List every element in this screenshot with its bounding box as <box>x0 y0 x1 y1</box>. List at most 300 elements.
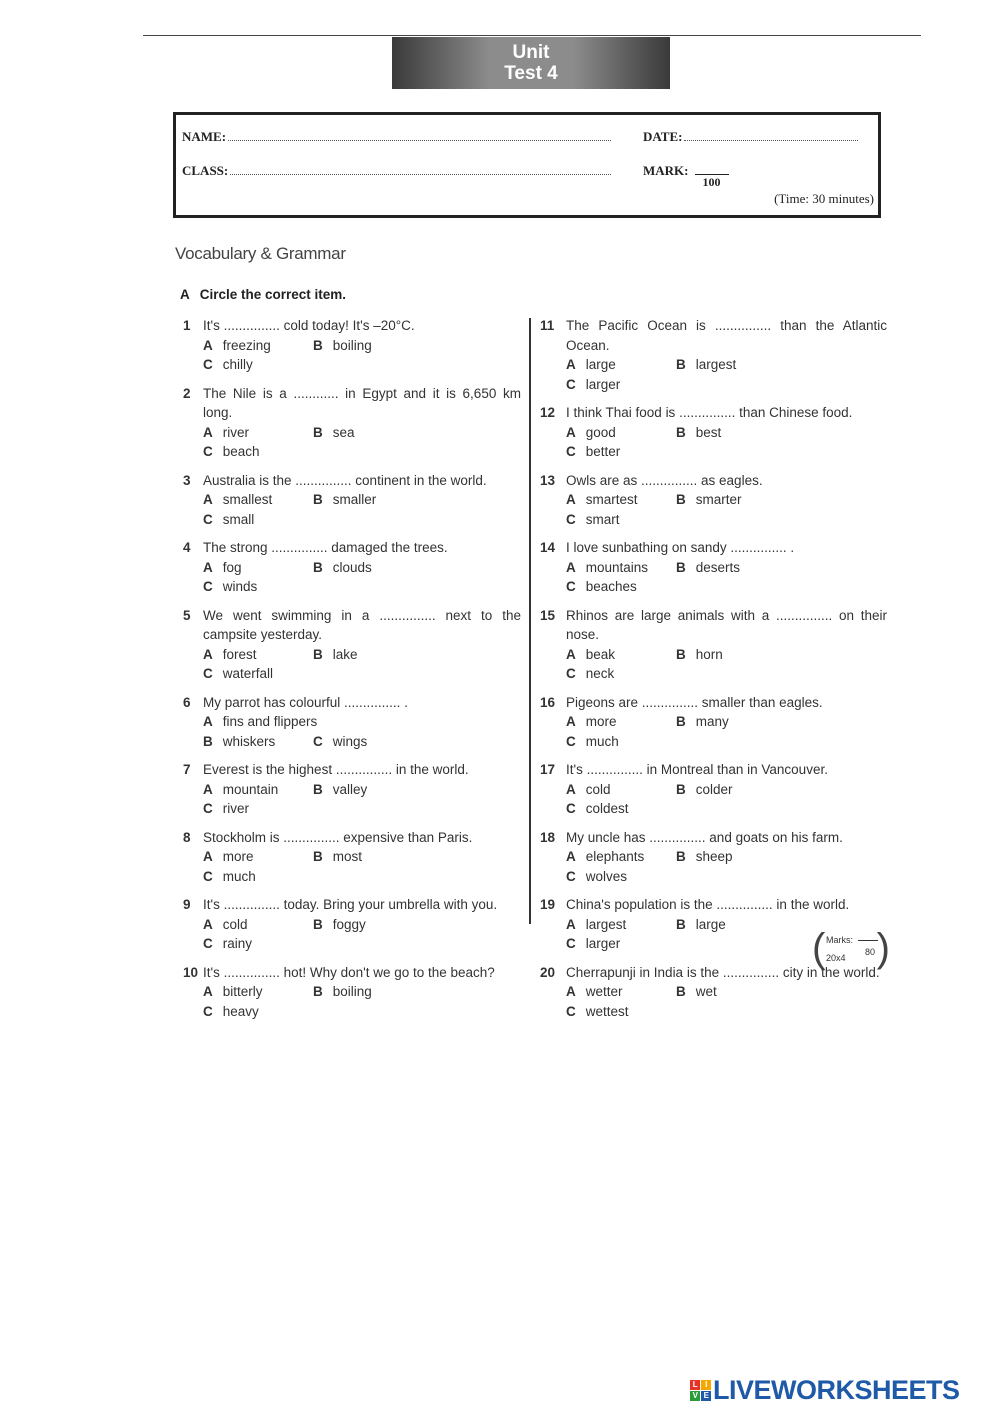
answer-option-c[interactable] <box>203 664 313 684</box>
question-body <box>203 538 521 597</box>
option-letter: C <box>566 666 576 681</box>
option-letter: B <box>313 916 323 932</box>
answer-options <box>203 645 521 684</box>
liveworksheets-logo-icon <box>690 1380 711 1401</box>
name-label: NAME: <box>182 129 227 144</box>
option-text: river <box>222 424 249 440</box>
liveworksheets-brand[interactable] <box>690 1373 960 1407</box>
answer-option-a[interactable] <box>203 982 313 1002</box>
answer-option-b[interactable] <box>676 355 786 375</box>
answer-option-c[interactable] <box>566 799 676 819</box>
option-letter: B <box>676 916 686 932</box>
option-text: most <box>332 849 363 864</box>
unit-title-box <box>392 37 670 89</box>
right-paren: ) <box>876 926 890 970</box>
answer-option-a[interactable] <box>566 915 676 935</box>
question-item <box>540 471 887 530</box>
option-letter: A <box>203 849 213 864</box>
question-text: Australia is the ............... continent in the world. <box>203 472 487 488</box>
option-text: large <box>695 916 726 932</box>
instruction <box>180 287 346 302</box>
option-letter: C <box>566 868 576 884</box>
question-body <box>566 316 887 394</box>
question-number: 3 <box>183 472 191 488</box>
brand-name: LIVEWORKSHEETS <box>713 1374 960 1405</box>
option-text: small <box>222 511 255 527</box>
question-item <box>183 538 521 597</box>
option-letter: A <box>566 357 576 372</box>
column-divider <box>529 318 531 924</box>
option-text: elephants <box>585 849 645 864</box>
option-text: wolves <box>585 868 628 884</box>
answer-option-c[interactable] <box>566 510 676 530</box>
option-text: deserts <box>695 559 741 575</box>
class-dotted-line <box>230 164 611 175</box>
option-letter: A <box>203 559 213 575</box>
answer-option-c[interactable] <box>203 1002 313 1022</box>
option-text: sea <box>332 424 355 440</box>
answer-option-c[interactable] <box>566 375 676 395</box>
option-letter: B <box>676 424 686 440</box>
option-letter: B <box>676 559 686 575</box>
option-text: large <box>585 357 616 372</box>
option-letter: C <box>566 936 576 951</box>
option-text: more <box>585 714 617 729</box>
answer-option-c[interactable] <box>203 355 313 375</box>
question-body <box>203 828 521 887</box>
answer-option-b[interactable] <box>676 558 786 578</box>
answer-option-c[interactable] <box>203 799 313 819</box>
answer-option-b[interactable] <box>676 847 786 867</box>
question-item <box>540 760 887 819</box>
option-letter: C <box>203 579 213 594</box>
question-text: Cherrapunji in India is the ............... city in the world. <box>566 964 880 980</box>
answer-options <box>566 558 887 597</box>
answer-option-a[interactable] <box>566 558 676 578</box>
option-text: mountain <box>222 781 279 797</box>
question-body <box>566 403 887 462</box>
question-item <box>183 384 521 462</box>
answer-option-a[interactable] <box>566 847 676 867</box>
question-body <box>203 693 521 752</box>
question-text: Rhinos are large animals with a ............... on their nose. <box>566 607 887 642</box>
option-text: river <box>222 801 249 816</box>
title-line-2: Test 4 <box>504 63 558 84</box>
option-letter: A <box>566 916 576 932</box>
answer-option-a[interactable] <box>203 558 313 578</box>
answer-options <box>566 712 887 751</box>
answer-options <box>566 847 887 886</box>
question-item <box>183 760 521 819</box>
question-body <box>203 606 521 684</box>
answer-option-c[interactable] <box>203 510 313 530</box>
answer-option-a[interactable] <box>566 423 676 443</box>
question-number: 7 <box>183 762 191 777</box>
option-letter: A <box>203 646 213 662</box>
logo-tile: V <box>690 1391 700 1401</box>
question-body <box>566 471 887 530</box>
question-item <box>540 316 887 394</box>
logo-tile: E <box>701 1391 711 1401</box>
option-letter: A <box>566 559 576 575</box>
option-letter: B <box>676 714 686 729</box>
option-text: whiskers <box>222 733 276 749</box>
answer-option-c[interactable] <box>566 732 676 752</box>
question-item <box>540 403 887 462</box>
section-title: Vocabulary & Grammar <box>175 244 346 263</box>
option-letter: B <box>676 492 686 507</box>
question-number: 15 <box>540 607 556 623</box>
option-letter: C <box>203 801 213 816</box>
option-text: larger <box>585 376 621 392</box>
marks-fraction-line <box>858 940 878 941</box>
question-number: 20 <box>540 964 556 980</box>
question-body <box>203 760 521 819</box>
answer-option-b[interactable] <box>313 915 423 935</box>
answer-option-a[interactable] <box>203 780 313 800</box>
question-item <box>540 606 887 684</box>
option-text: much <box>222 868 256 884</box>
answer-options <box>203 558 521 597</box>
student-info-box <box>173 112 881 218</box>
option-letter: C <box>203 511 213 527</box>
question-text: Stockholm is ............... expensive than Paris. <box>203 829 473 845</box>
option-text: lake <box>332 646 358 662</box>
answer-option-c[interactable] <box>566 1002 676 1022</box>
logo-tile: L <box>690 1380 700 1390</box>
question-text: Owls are as ............... as eagles. <box>566 472 763 488</box>
answer-option-c[interactable] <box>203 867 313 887</box>
question-text: Pigeons are ............... smaller than eagles. <box>566 694 823 710</box>
answer-option-b[interactable] <box>676 915 786 935</box>
answer-option-a[interactable] <box>566 780 676 800</box>
question-body <box>203 963 521 1022</box>
answer-option-b[interactable] <box>313 780 423 800</box>
answer-option-b[interactable] <box>313 847 423 867</box>
answer-option-b[interactable] <box>313 645 423 665</box>
marks-total: 80 <box>865 947 876 957</box>
question-text: It's ............... today. Bring your umbrella with you. <box>203 897 498 912</box>
question-number: 10 <box>183 964 199 980</box>
question-number: 9 <box>183 897 191 912</box>
question-text: It's ............... hot! Why don't we go to the beach? <box>203 964 495 980</box>
option-letter: C <box>203 357 213 372</box>
question-number: 17 <box>540 762 556 777</box>
option-letter: C <box>203 666 213 681</box>
question-number: 8 <box>183 829 191 845</box>
option-letter: B <box>676 646 686 662</box>
answer-option-a[interactable] <box>203 645 313 665</box>
question-item <box>183 963 521 1022</box>
question-number: 12 <box>540 405 556 420</box>
question-text: We went swimming in a ............... next to the campsite yesterday. <box>203 607 521 642</box>
option-text: forest <box>222 646 257 662</box>
answer-option-b[interactable] <box>313 982 423 1002</box>
option-text: valley <box>332 781 368 797</box>
answer-option-b[interactable] <box>676 712 786 732</box>
option-text: chilly <box>222 357 253 372</box>
question-body <box>203 895 521 954</box>
option-letter: B <box>313 559 323 575</box>
answer-option-b[interactable] <box>676 423 786 443</box>
answer-options <box>203 847 521 886</box>
answer-options <box>566 780 887 819</box>
answer-option-b[interactable] <box>313 558 423 578</box>
answer-option-a[interactable] <box>203 336 313 356</box>
question-text: It's ............... cold today! It's –20°C. <box>203 318 415 333</box>
option-text: many <box>695 714 729 729</box>
answer-option-a[interactable] <box>566 490 676 510</box>
date-dotted-line <box>684 130 858 141</box>
option-text: fins and flippers <box>222 714 318 729</box>
option-letter: B <box>676 984 686 999</box>
left-paren: ( <box>812 926 826 970</box>
option-letter: A <box>566 424 576 440</box>
option-letter: B <box>676 849 686 864</box>
answer-option-c[interactable] <box>313 732 423 752</box>
option-letter: A <box>566 984 576 999</box>
questions-column-right <box>540 316 887 1030</box>
answer-options <box>203 780 521 819</box>
option-letter: A <box>566 849 576 864</box>
answer-options <box>566 423 887 462</box>
option-letter: C <box>313 733 323 749</box>
option-letter: A <box>566 714 576 729</box>
option-letter: C <box>203 444 213 459</box>
option-letter: B <box>313 849 323 864</box>
title-line-1: Unit <box>512 42 550 63</box>
question-item <box>540 693 887 752</box>
question-number: 18 <box>540 829 556 845</box>
option-letter: A <box>566 781 576 797</box>
option-text: boiling <box>332 337 372 353</box>
answer-options <box>566 982 887 1021</box>
option-letter: B <box>203 733 213 749</box>
option-letter: B <box>313 646 323 662</box>
class-label: CLASS: <box>182 163 229 178</box>
answer-options <box>203 423 521 462</box>
option-text: horn <box>695 646 723 662</box>
option-letter: A <box>203 984 213 999</box>
class-field[interactable] <box>182 163 611 179</box>
top-rule <box>143 35 921 36</box>
question-text: I think Thai food is ............... than Chinese food. <box>566 405 853 420</box>
answer-option-b[interactable] <box>313 490 423 510</box>
question-body <box>566 828 887 887</box>
answer-option-a[interactable] <box>566 645 676 665</box>
option-text: sheep <box>695 849 733 864</box>
option-text: bitterly <box>222 984 263 999</box>
option-letter: B <box>313 781 323 797</box>
option-text: freezing <box>222 337 271 353</box>
option-text: wetter <box>585 984 623 999</box>
question-number: 19 <box>540 897 556 912</box>
option-text: coldest <box>585 801 629 816</box>
option-letter: C <box>566 376 576 392</box>
marks-label: Marks: <box>826 935 853 945</box>
option-text: smaller <box>332 492 377 507</box>
option-text: neck <box>585 666 615 681</box>
option-letter: C <box>566 511 576 527</box>
instruction-text: Circle the correct item. <box>199 287 347 302</box>
answer-options <box>566 645 887 684</box>
answer-option-a[interactable] <box>203 847 313 867</box>
option-text: waterfall <box>222 666 274 681</box>
answer-option-b[interactable] <box>676 780 786 800</box>
option-letter: A <box>566 492 576 507</box>
option-letter: C <box>566 444 576 459</box>
option-text: boiling <box>332 984 372 999</box>
option-letter: C <box>566 733 576 749</box>
answer-options <box>203 712 521 751</box>
option-letter: A <box>203 714 213 729</box>
option-letter: A <box>203 916 213 932</box>
answer-options <box>566 490 887 529</box>
answer-options <box>203 336 521 375</box>
answer-option-c[interactable] <box>203 577 313 597</box>
option-text: smarter <box>695 492 742 507</box>
date-label: DATE: <box>643 129 683 144</box>
option-text: fog <box>222 559 242 575</box>
question-text: My parrot has colourful ............... . <box>203 694 408 710</box>
question-number: 16 <box>540 694 556 710</box>
question-text: It's ............... in Montreal than in Vancouver. <box>566 762 828 777</box>
question-text: My uncle has ............... and goats on his farm. <box>566 829 843 845</box>
option-letter: C <box>203 868 213 884</box>
answer-options <box>203 490 521 529</box>
answer-option-c[interactable] <box>566 577 676 597</box>
answer-options <box>566 355 887 394</box>
question-body <box>566 693 887 752</box>
answer-option-b[interactable] <box>203 732 313 752</box>
questions-column-left <box>183 316 521 1030</box>
option-text: beak <box>585 646 616 662</box>
date-field[interactable] <box>643 129 858 145</box>
question-text: The Nile is a ............ in Egypt and it is 6,650 km long. <box>203 385 521 420</box>
answer-option-b[interactable] <box>676 490 786 510</box>
option-letter: A <box>203 781 213 797</box>
option-text: mountains <box>585 559 649 575</box>
option-letter: C <box>203 936 213 951</box>
option-text: much <box>585 733 619 749</box>
answer-option-a[interactable] <box>203 423 313 443</box>
mark-fraction <box>695 166 729 190</box>
marks-summary <box>812 928 890 972</box>
answer-options <box>203 915 521 954</box>
answer-option-c[interactable] <box>566 442 676 462</box>
option-text: smart <box>585 511 620 527</box>
option-letter: A <box>203 492 213 507</box>
option-letter: B <box>313 984 323 999</box>
option-text: largest <box>695 357 737 372</box>
option-text: larger <box>585 936 621 951</box>
marks-multiplier: 20x4 <box>826 953 846 963</box>
answer-option-b[interactable] <box>313 423 423 443</box>
name-field[interactable] <box>182 129 611 145</box>
option-letter: A <box>566 646 576 662</box>
question-item <box>183 828 521 887</box>
question-text: The strong ............... damaged the trees. <box>203 540 448 555</box>
name-dotted-line <box>228 130 611 141</box>
question-body <box>203 384 521 462</box>
option-letter: B <box>676 357 686 372</box>
question-text: I love sunbathing on sandy ............... . <box>566 540 795 555</box>
answer-option-b[interactable] <box>676 645 786 665</box>
question-item <box>183 606 521 684</box>
option-text: wet <box>695 984 717 999</box>
option-text: rainy <box>222 936 253 951</box>
option-text: more <box>222 849 254 864</box>
answer-option-a[interactable] <box>566 982 676 1002</box>
option-text: heavy <box>222 1003 259 1019</box>
question-number: 2 <box>183 385 191 401</box>
question-text: China's population is the ............... in the world. <box>566 897 850 912</box>
option-text: foggy <box>332 916 366 932</box>
answer-option-c[interactable] <box>203 934 313 954</box>
option-letter: C <box>203 1003 213 1019</box>
question-item <box>540 828 887 887</box>
mark-field <box>643 163 729 190</box>
option-text: cold <box>222 916 248 932</box>
option-text: good <box>585 424 616 440</box>
option-text: clouds <box>332 559 372 575</box>
answer-option-a[interactable] <box>203 915 313 935</box>
option-text: beach <box>222 444 260 459</box>
option-letter: B <box>313 337 323 353</box>
question-item <box>183 471 521 530</box>
option-text: colder <box>695 781 733 797</box>
answer-option-c[interactable] <box>566 934 676 954</box>
answer-option-a[interactable] <box>203 712 413 732</box>
instruction-letter: A <box>180 287 190 302</box>
answer-option-c[interactable] <box>203 442 313 462</box>
option-text: wings <box>332 733 368 749</box>
answer-option-c[interactable] <box>566 867 676 887</box>
question-number: 4 <box>183 540 191 555</box>
mark-total: 100 <box>702 175 721 189</box>
question-number: 14 <box>540 540 556 555</box>
question-body <box>566 760 887 819</box>
question-item <box>540 538 887 597</box>
question-body <box>203 471 521 530</box>
answer-option-a[interactable] <box>566 712 676 732</box>
answer-option-b[interactable] <box>676 982 786 1002</box>
question-item <box>183 316 521 375</box>
question-item <box>183 895 521 954</box>
mark-label: MARK: <box>643 163 689 178</box>
answer-option-a[interactable] <box>203 490 313 510</box>
question-number: 11 <box>540 318 555 333</box>
option-text: better <box>585 444 621 459</box>
option-letter: C <box>566 579 576 594</box>
option-letter: A <box>203 337 213 353</box>
answer-option-a[interactable] <box>566 355 676 375</box>
option-letter: B <box>313 424 323 440</box>
option-letter: B <box>313 492 323 507</box>
option-text: smallest <box>222 492 273 507</box>
option-letter: B <box>676 781 686 797</box>
question-number: 13 <box>540 472 556 488</box>
option-text: cold <box>585 781 611 797</box>
option-text: smartest <box>585 492 638 507</box>
option-text: largest <box>585 916 627 932</box>
answer-option-c[interactable] <box>566 664 676 684</box>
logo-tile: I <box>701 1380 711 1390</box>
answer-option-b[interactable] <box>313 336 423 356</box>
time-limit: (Time: 30 minutes) <box>774 191 874 206</box>
question-body <box>203 316 521 375</box>
option-text: wettest <box>585 1003 629 1019</box>
